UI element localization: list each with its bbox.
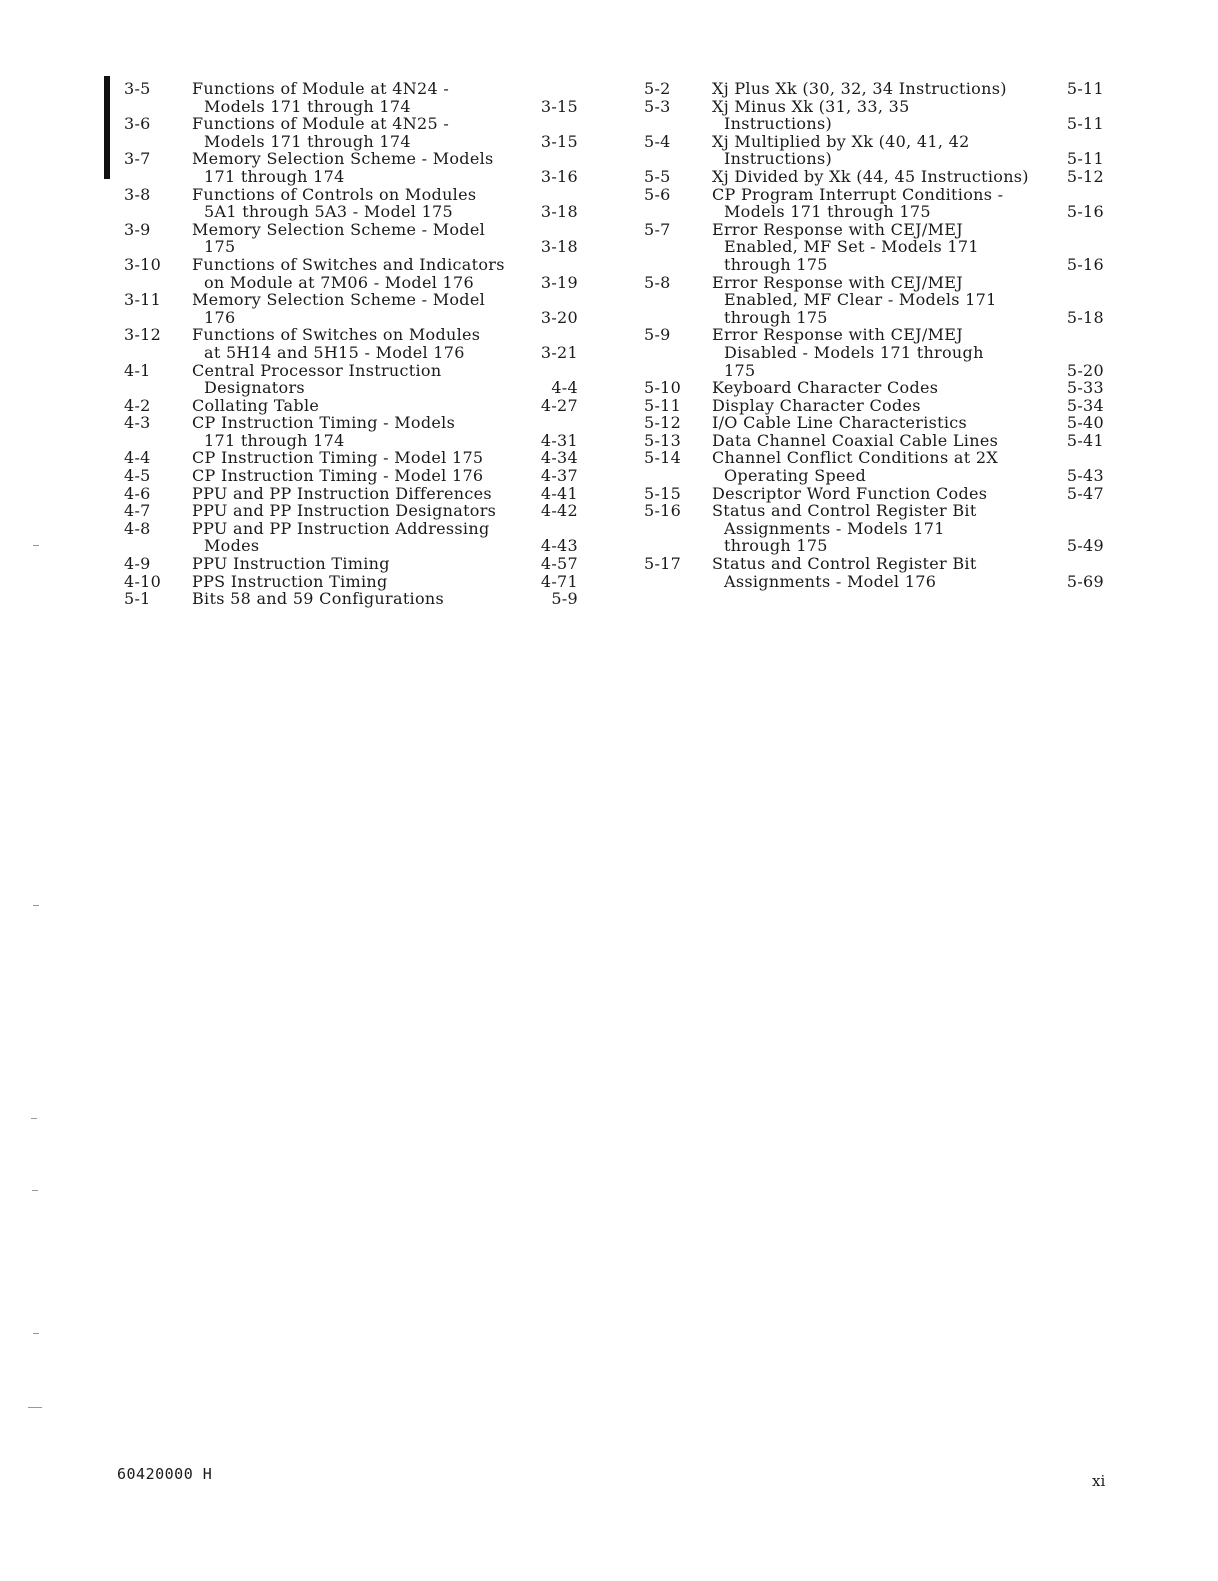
title-line: Memory Selection Scheme - Model <box>192 219 486 239</box>
page-reference: 5-47 <box>1066 483 1104 503</box>
title-line: Xj Plus Xk (30, 32, 34 Instructions) <box>712 79 1007 98</box>
table-number: 5-8 <box>644 272 671 292</box>
title-line: Instructions) <box>724 114 833 134</box>
page-reference: 5-11 <box>1066 149 1104 169</box>
page-reference: 5-16 <box>1066 202 1104 222</box>
title-line: Memory Selection Scheme - Model <box>192 290 486 310</box>
table-number: 5-10 <box>644 378 682 398</box>
toc-entry <box>124 362 584 397</box>
table-number: 4-9 <box>124 554 151 574</box>
toc-entry <box>644 502 1104 555</box>
title-line: Channel Conflict Conditions at 2X <box>712 448 999 468</box>
table-number: 5-12 <box>644 413 682 433</box>
table-title <box>712 133 1040 168</box>
title-line: Models 171 through 175 <box>724 202 931 222</box>
table-title <box>192 221 520 256</box>
page-reference: 5-20 <box>1066 360 1104 380</box>
table-number: 5-11 <box>644 395 682 415</box>
page-reference: 5-34 <box>1066 395 1104 415</box>
scan-speck <box>32 1190 38 1191</box>
left-toc-column <box>124 80 584 608</box>
table-number: 5-13 <box>644 430 682 450</box>
scan-speck <box>33 1333 39 1334</box>
toc-entry <box>124 502 584 520</box>
title-line: PPS Instruction Timing <box>192 571 388 591</box>
change-bar <box>104 76 110 179</box>
table-title <box>192 80 520 115</box>
title-line: Models 171 through 174 <box>204 131 411 151</box>
title-line: Error Response with CEJ/MEJ <box>712 219 963 239</box>
table-number: 3-11 <box>124 290 162 310</box>
page-reference: 4-43 <box>540 536 578 556</box>
table-title <box>192 467 520 485</box>
table-number: 3-8 <box>124 184 151 204</box>
table-number: 3-6 <box>124 114 151 134</box>
table-title <box>712 555 1040 590</box>
table-title <box>712 80 1040 98</box>
toc-entry <box>644 432 1104 450</box>
page-reference: 3-19 <box>540 272 578 292</box>
page-reference: 4-41 <box>540 483 578 503</box>
title-line: CP Instruction Timing - Model 176 <box>192 466 484 486</box>
page-reference: 4-31 <box>540 430 578 450</box>
title-line: Functions of Module at 4N25 - <box>192 114 450 134</box>
toc-entry <box>644 555 1104 590</box>
table-title <box>712 326 1040 379</box>
title-line: Assignments - Models 171 <box>724 518 945 538</box>
title-line: 176 <box>204 307 236 327</box>
toc-entry <box>124 467 584 485</box>
page-reference: 5-12 <box>1066 166 1104 186</box>
toc-entry <box>124 555 584 573</box>
title-line: 175 <box>204 237 236 257</box>
title-line: Functions of Controls on Modules <box>192 184 477 204</box>
toc-entry <box>644 221 1104 274</box>
toc-entry <box>644 379 1104 397</box>
table-title <box>712 379 1040 397</box>
table-number: 5-5 <box>644 166 671 186</box>
toc-entry <box>124 590 584 608</box>
page-reference: 4-42 <box>540 501 578 521</box>
toc-entry <box>124 449 584 467</box>
title-line: Memory Selection Scheme - Models <box>192 149 494 169</box>
toc-entry <box>644 98 1104 133</box>
title-line: CP Instruction Timing - Models <box>192 413 456 433</box>
title-line: Central Processor Instruction <box>192 360 442 380</box>
title-line: Error Response with CEJ/MEJ <box>712 272 963 292</box>
title-line: Display Character Codes <box>712 395 921 415</box>
scan-speck <box>31 1118 37 1119</box>
title-line: CP Program Interrupt Conditions - <box>712 184 1004 204</box>
scan-speck <box>33 905 39 906</box>
page-reference: 5-16 <box>1066 254 1104 274</box>
table-number: 4-4 <box>124 448 151 468</box>
page-reference: 5-18 <box>1066 307 1104 327</box>
title-line: on Module at 7M06 - Model 176 <box>204 272 474 292</box>
table-number: 4-2 <box>124 395 151 415</box>
toc-entry <box>124 326 584 361</box>
title-line: through 175 <box>724 536 828 556</box>
table-title <box>192 256 520 291</box>
table-number: 5-4 <box>644 131 671 151</box>
page-reference: 5-41 <box>1066 430 1104 450</box>
page-reference: 3-21 <box>540 342 578 362</box>
table-title <box>192 362 520 397</box>
title-line: Functions of Switches and Indicators <box>192 254 505 274</box>
page-reference: 3-16 <box>540 166 578 186</box>
title-line: Collating Table <box>192 395 320 415</box>
page-reference: 4-71 <box>540 571 578 591</box>
toc-entry <box>644 449 1104 484</box>
toc-entry <box>124 115 584 150</box>
title-line: through 175 <box>724 254 828 274</box>
table-title <box>192 449 520 467</box>
title-line: Bits 58 and 59 Configurations <box>192 589 445 609</box>
table-number: 3-9 <box>124 219 151 239</box>
toc-entry <box>124 291 584 326</box>
table-title <box>712 397 1040 415</box>
table-number: 3-10 <box>124 254 162 274</box>
table-title <box>712 485 1040 503</box>
page-reference: 3-18 <box>540 202 578 222</box>
table-title <box>712 432 1040 450</box>
scan-speck <box>28 1407 42 1408</box>
table-number: 5-7 <box>644 219 671 239</box>
title-line: PPU Instruction Timing <box>192 554 390 574</box>
title-line: 171 through 174 <box>204 430 345 450</box>
page-reference: 4-27 <box>540 395 578 415</box>
title-line: through 175 <box>724 307 828 327</box>
page-number: xi <box>1092 1472 1106 1490</box>
table-number: 4-10 <box>124 571 162 591</box>
title-line: Operating Speed <box>724 466 867 486</box>
title-line: Keyboard Character Codes <box>712 378 939 398</box>
table-title <box>192 520 520 555</box>
table-number: 5-9 <box>644 325 671 345</box>
title-line: Data Channel Coaxial Cable Lines <box>712 430 999 450</box>
scan-speck <box>33 545 39 546</box>
table-number: 4-1 <box>124 360 151 380</box>
table-title <box>712 168 1040 186</box>
toc-entry <box>644 485 1104 503</box>
table-number: 4-5 <box>124 466 151 486</box>
toc-entry <box>124 80 584 115</box>
title-line: Status and Control Register Bit <box>712 501 977 521</box>
toc-entry <box>644 414 1104 432</box>
title-line: Instructions) <box>724 149 833 169</box>
title-line: 175 <box>724 360 756 380</box>
title-line: PPU and PP Instruction Differences <box>192 483 492 503</box>
title-line: PPU and PP Instruction Designators <box>192 501 497 521</box>
table-number: 3-12 <box>124 325 162 345</box>
table-title <box>712 221 1040 274</box>
toc-entry <box>124 485 584 503</box>
table-number: 5-16 <box>644 501 682 521</box>
table-number: 3-5 <box>124 79 151 98</box>
page-reference: 3-15 <box>540 131 578 151</box>
table-title <box>712 98 1040 133</box>
table-title <box>712 186 1040 221</box>
table-title <box>712 274 1040 327</box>
title-line: Designators <box>204 378 305 398</box>
title-line: Models 171 through 174 <box>204 96 411 116</box>
page-reference: 4-57 <box>540 554 578 574</box>
table-title <box>192 485 520 503</box>
toc-entry <box>644 397 1104 415</box>
table-number: 5-6 <box>644 184 671 204</box>
toc-entry <box>124 150 584 185</box>
page-reference: 5-11 <box>1066 114 1104 134</box>
table-number: 4-7 <box>124 501 151 521</box>
toc-entry <box>124 397 584 415</box>
title-line: Enabled, MF Clear - Models 171 <box>724 290 997 310</box>
table-title <box>712 414 1040 432</box>
table-title <box>192 414 520 449</box>
table-number: 5-17 <box>644 554 682 574</box>
page-reference: 4-4 <box>551 378 578 398</box>
title-line: Functions of Module at 4N24 - <box>192 79 450 98</box>
table-title <box>192 573 520 591</box>
table-title <box>192 291 520 326</box>
toc-entry <box>644 274 1104 327</box>
table-number: 5-14 <box>644 448 682 468</box>
page-reference: 3-15 <box>540 96 578 116</box>
title-line: PPU and PP Instruction Addressing <box>192 518 490 538</box>
right-toc-column <box>644 80 1104 590</box>
toc-entry <box>124 573 584 591</box>
table-number: 5-2 <box>644 79 671 98</box>
title-line: Xj Multiplied by Xk (40, 41, 42 <box>712 131 970 151</box>
toc-entry <box>644 80 1104 98</box>
title-line: at 5H14 and 5H15 - Model 176 <box>204 342 465 362</box>
table-title <box>192 590 520 608</box>
table-number: 4-3 <box>124 413 151 433</box>
toc-entry <box>124 414 584 449</box>
table-title <box>192 150 520 185</box>
page-reference: 4-37 <box>540 466 578 486</box>
toc-entry <box>644 168 1104 186</box>
toc-entry <box>124 256 584 291</box>
table-title <box>192 397 520 415</box>
toc-entry <box>644 186 1104 221</box>
toc-entry <box>644 326 1104 379</box>
table-number: 5-3 <box>644 96 671 116</box>
table-title <box>192 555 520 573</box>
page-reference: 5-9 <box>551 589 578 609</box>
table-title <box>712 449 1040 484</box>
title-line: Assignments - Model 176 <box>724 571 937 591</box>
table-title <box>192 115 520 150</box>
page-reference: 5-69 <box>1066 571 1104 591</box>
table-title <box>192 326 520 361</box>
page-reference: 3-18 <box>540 237 578 257</box>
table-number: 3-7 <box>124 149 151 169</box>
title-line: Error Response with CEJ/MEJ <box>712 325 963 345</box>
page-reference: 5-40 <box>1066 413 1104 433</box>
table-number: 5-15 <box>644 483 682 503</box>
title-line: 5A1 through 5A3 - Model 175 <box>204 202 454 222</box>
title-line: I/O Cable Line Characteristics <box>712 413 968 433</box>
page-reference: 3-20 <box>540 307 578 327</box>
title-line: Xj Divided by Xk (44, 45 Instructions) <box>712 166 1029 186</box>
title-line: Functions of Switches on Modules <box>192 325 481 345</box>
document-number: 60420000 H <box>117 1465 213 1483</box>
page-reference: 4-34 <box>540 448 578 468</box>
title-line: Status and Control Register Bit <box>712 554 977 574</box>
toc-entry <box>124 221 584 256</box>
toc-entry <box>124 520 584 555</box>
table-title <box>712 502 1040 555</box>
title-line: Xj Minus Xk (31, 33, 35 <box>712 96 910 116</box>
table-number: 4-6 <box>124 483 151 503</box>
title-line: Modes <box>204 536 260 556</box>
title-line: 171 through 174 <box>204 166 345 186</box>
table-number: 4-8 <box>124 518 151 538</box>
title-line: Disabled - Models 171 through <box>724 342 984 362</box>
title-line: Descriptor Word Function Codes <box>712 483 988 503</box>
page-reference: 5-43 <box>1066 466 1104 486</box>
table-number: 5-1 <box>124 589 151 609</box>
page-reference: 5-33 <box>1066 378 1104 398</box>
page-reference: 5-49 <box>1066 536 1104 556</box>
title-line: CP Instruction Timing - Model 175 <box>192 448 484 468</box>
toc-entry <box>644 133 1104 168</box>
table-title <box>192 186 520 221</box>
page-reference: 5-11 <box>1066 79 1104 98</box>
title-line: Enabled, MF Set - Models 171 <box>724 237 979 257</box>
table-title <box>192 502 520 520</box>
toc-entry <box>124 186 584 221</box>
